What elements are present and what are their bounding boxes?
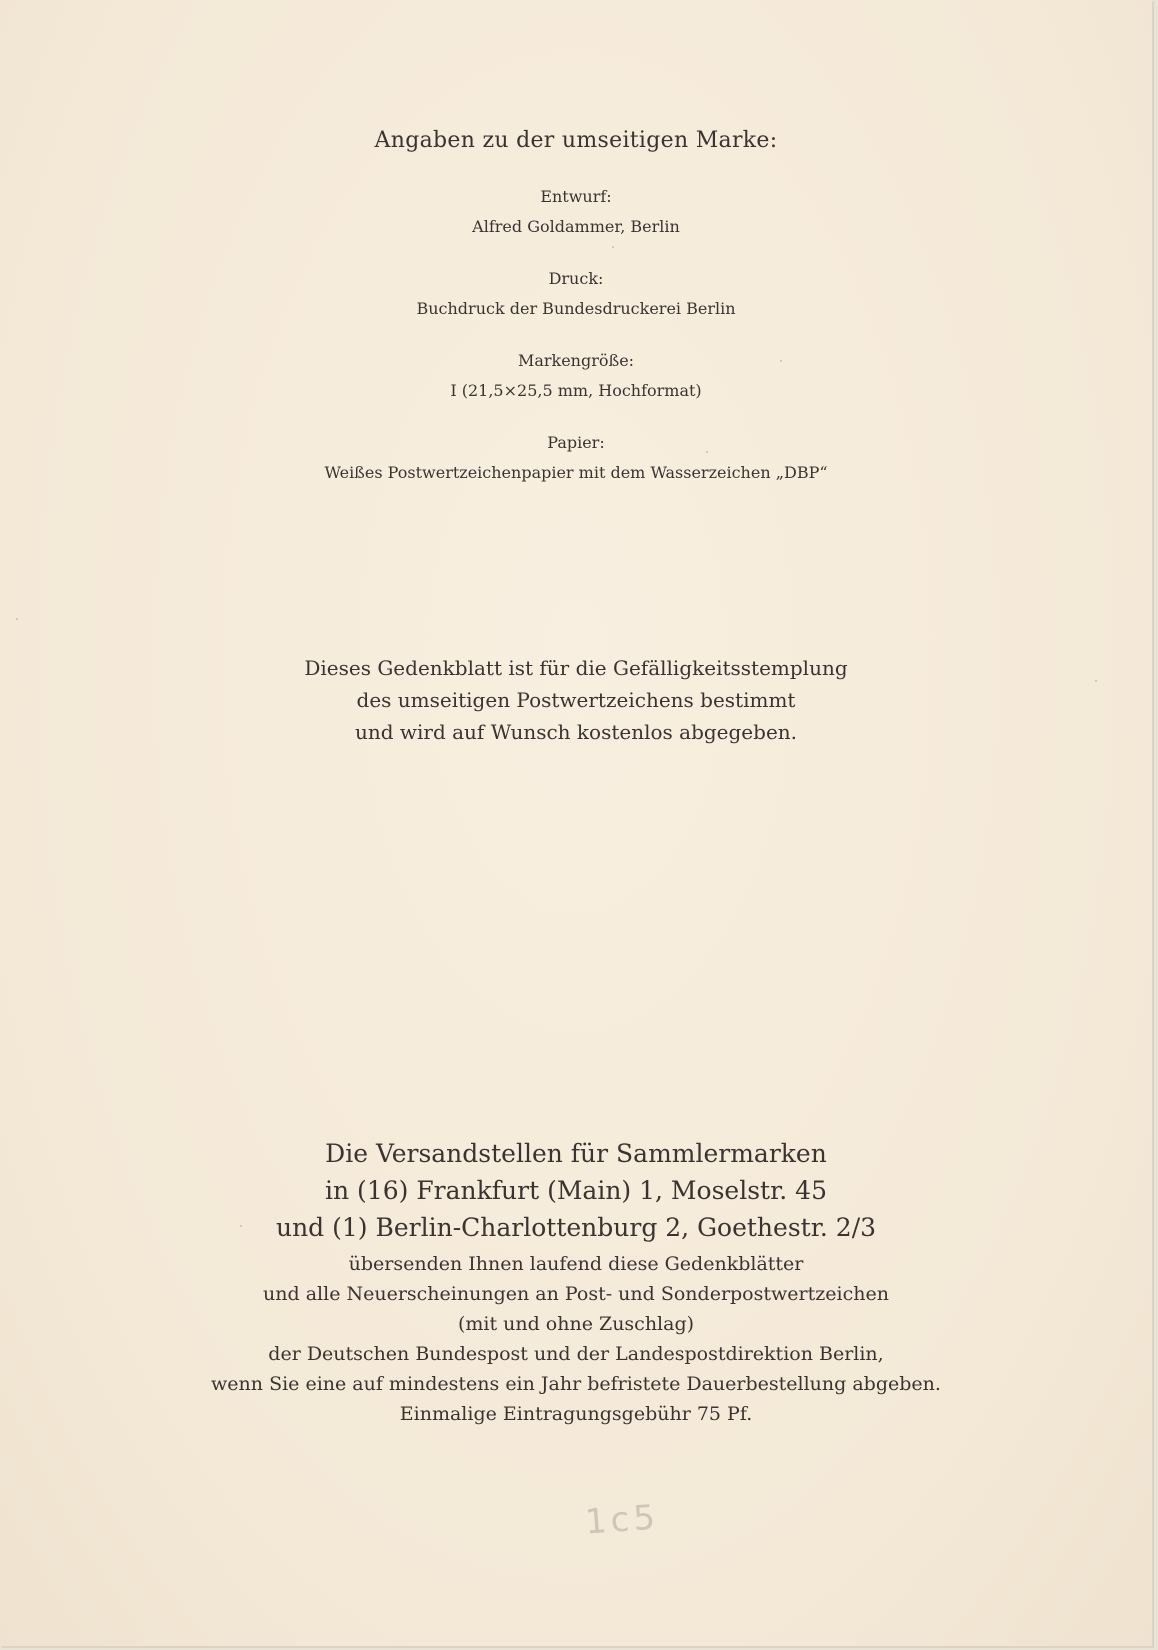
- spec-design-label: Entwurf:: [540, 187, 612, 206]
- dispatch-line: und (1) Berlin-Charlottenburg 2, Goethestr. 2/3: [275, 1213, 877, 1242]
- dispatch-line: Die Versandstellen für Sammlermarken: [325, 1139, 827, 1168]
- paper-speck: [240, 1225, 242, 1227]
- spec-paper-value: Weißes Postwertzeichenpapier mit dem Wasserzeichen „DBP“: [324, 463, 828, 482]
- spec-paper-label: Papier:: [547, 433, 605, 452]
- paper-speck: [1095, 680, 1097, 682]
- subscription-info: [0, 1249, 1152, 1429]
- spec-size-value: I (21,5×25,5 mm, Hochformat): [450, 381, 702, 400]
- sheet-heading: Angaben zu der umseitigen Marke:: [374, 128, 778, 153]
- spec-size-label: Markengröße:: [517, 351, 635, 370]
- paper-speck: [780, 360, 782, 362]
- spec-print-value: Buchdruck der Bundesdruckerei Berlin: [416, 299, 736, 318]
- subscription-line: übersenden Ihnen laufend diese Gedenkblätter: [348, 1253, 804, 1275]
- subscription-line: Einmalige Eintragungsgebühr 75 Pf.: [399, 1403, 753, 1425]
- paper-speck: [612, 246, 614, 248]
- pencil-mark: 1c5: [583, 1497, 661, 1543]
- notice-line: und wird auf Wunsch kostenlos abgegeben.: [354, 720, 798, 744]
- dispatch-line: in (16) Frankfurt (Main) 1, Moselstr. 45: [325, 1176, 827, 1205]
- paper-speck: [16, 618, 18, 620]
- notice-line: des umseitigen Postwertzeichens bestimmt: [356, 688, 796, 712]
- spec-print-label: Druck:: [548, 269, 604, 288]
- subscription-line: (mit und ohne Zuschlag): [457, 1313, 695, 1335]
- notice-line: Dieses Gedenkblatt ist für die Gefälligkeitsstemplung: [304, 656, 848, 680]
- subscription-line: der Deutschen Bundespost und der Landespostdirektion Berlin,: [268, 1343, 884, 1365]
- cancellation-notice: [0, 652, 1152, 748]
- paper-speck: [706, 451, 708, 453]
- dispatch-offices: [0, 1135, 1152, 1246]
- subscription-line: und alle Neuerscheinungen an Post- und Sonderpostwertzeichen: [263, 1283, 889, 1305]
- spec-design-value: Alfred Goldammer, Berlin: [472, 217, 680, 236]
- subscription-line: wenn Sie eine auf mindestens ein Jahr befristete Dauerbestellung abgeben.: [211, 1373, 941, 1395]
